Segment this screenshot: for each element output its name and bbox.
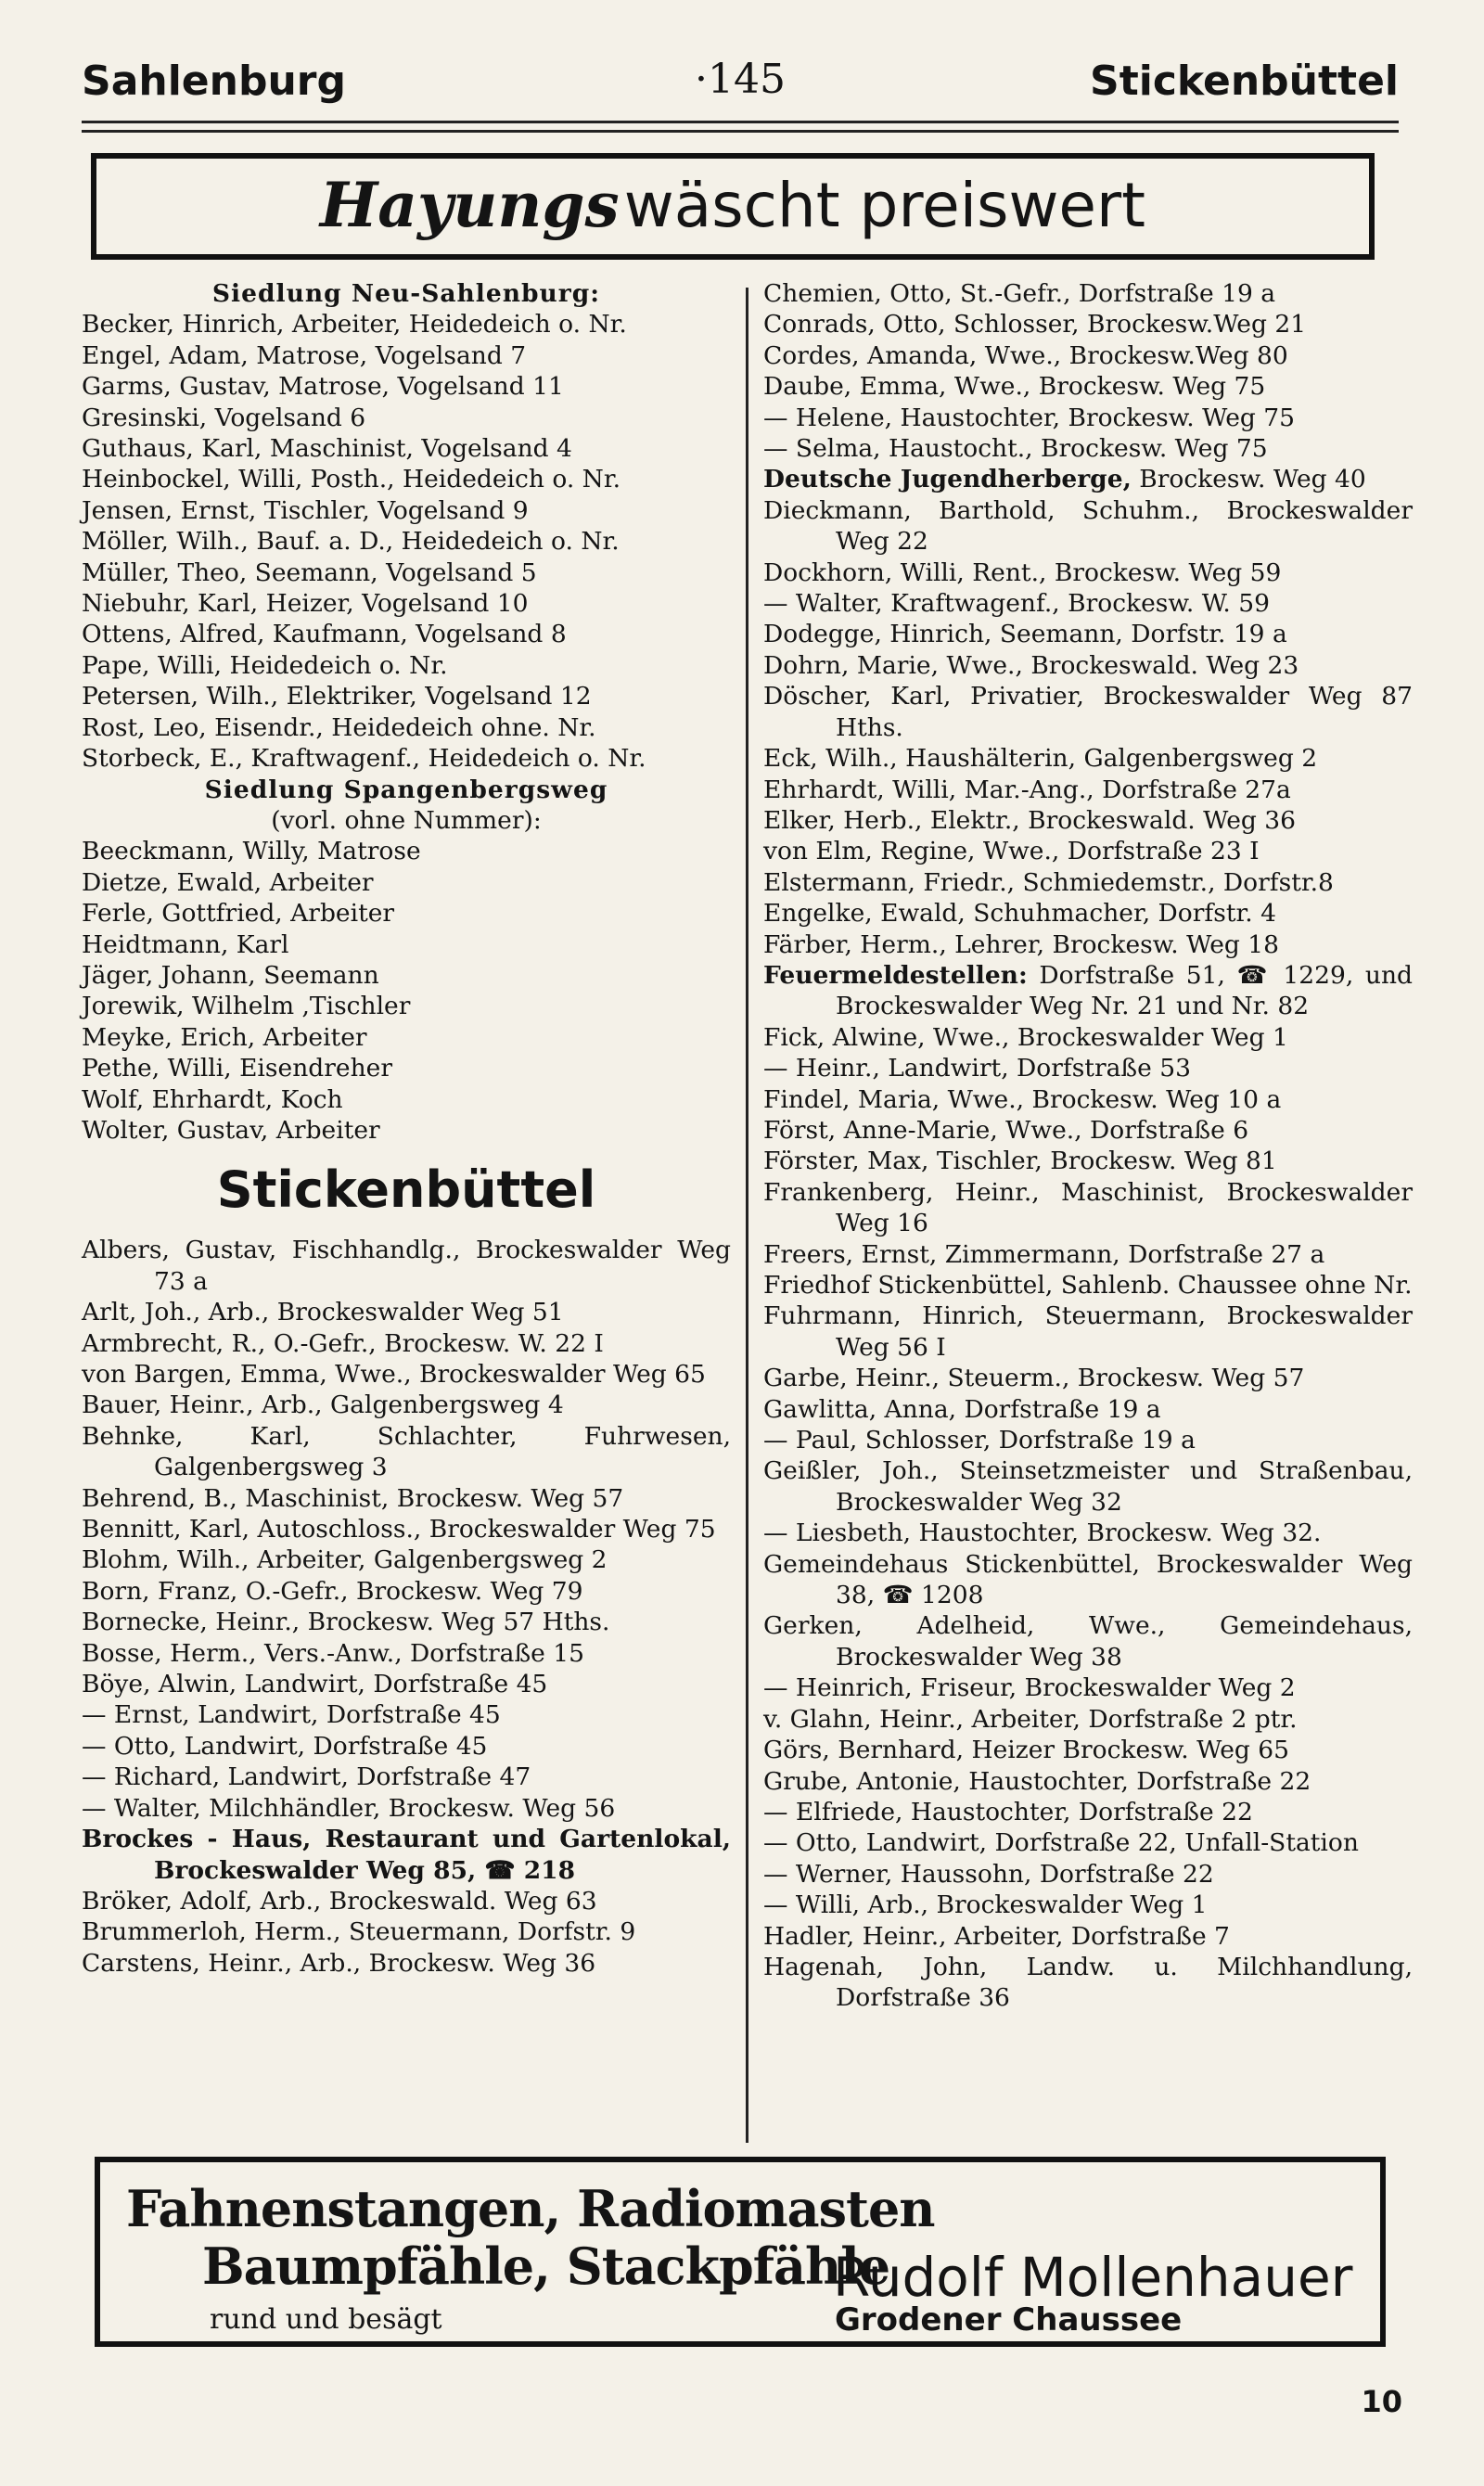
locality-heading: Stickenbüttel — [216, 1160, 596, 1220]
running-head-right: Stickenbüttel — [1090, 58, 1399, 105]
ad-brand: Hayungs — [319, 169, 620, 241]
directory-entry: Hagenah, John, Landw. u. Milchhandlung, Dorfstraße 36 — [763, 1952, 1413, 2013]
ad-company-address: Grodener Chaussee — [835, 2301, 1183, 2339]
bottom-advertisement — [95, 2157, 1386, 2347]
directory-entry: von Elm, Regine, Wwe., Dorfstraße 23 I — [763, 837, 1260, 866]
directory-entry: Heinbockel, Willi, Posth., Heidedeich o. Nr. — [82, 465, 621, 494]
directory-entry: Hadler, Heinr., Arbeiter, Dorfstraße 7 — [763, 1921, 1230, 1951]
directory-entry: Behnke, Karl, Schlachter, Fuhrwesen, Galgenbergsweg 3 — [82, 1421, 731, 1482]
directory-entry: Grube, Antonie, Haustochter, Dorfstraße 22 — [763, 1766, 1311, 1796]
directory-entry: Arlt, Joh., Arb., Brockeswalder Weg 51 — [82, 1298, 564, 1327]
directory-entry: Daube, Emma, Wwe., Brockesw. Weg 75 — [763, 372, 1266, 402]
entry-text: Dorfstraße 51, ☎ 1229, und Brockeswalder Weg Nr. 21 und Nr. 82 — [836, 960, 1413, 1021]
directory-entry: Elker, Herb., Elektr., Brockeswald. Weg 36 — [763, 805, 1297, 835]
page-number: ·145 — [695, 56, 786, 103]
directory-entry: — Helene, Haustochter, Brockesw. Weg 75 — [763, 403, 1296, 432]
directory-entry: Dietze, Ewald, Arbeiter — [82, 867, 374, 897]
directory-entry: Findel, Maria, Wwe., Brockesw. Weg 10 a — [763, 1084, 1282, 1114]
directory-entry: Dohrn, Marie, Wwe., Brockeswald. Weg 23 — [763, 650, 1299, 680]
directory-entry: — Walter, Kraftwagenf., Brockesw. W. 59 — [763, 589, 1270, 619]
signature-mark: 10 — [1361, 2384, 1402, 2419]
directory-entry: Becker, Hinrich, Arbeiter, Heidedeich o. Nr. — [82, 310, 627, 340]
directory-entry: — Walter, Milchhändler, Brockesw. Weg 56 — [82, 1793, 616, 1823]
directory-entry: Meyke, Erich, Arbeiter — [82, 1022, 367, 1052]
directory-entry: Müller, Theo, Seemann, Vogelsand 5 — [82, 557, 537, 587]
directory-entry: — Selma, Haustocht., Brockesw. Weg 75 — [763, 434, 1268, 464]
directory-entry: Fuhrmann, Hinrich, Steuermann, Brockeswalder Weg 56 I — [763, 1301, 1413, 1362]
directory-entry: Storbeck, E., Kraftwagenf., Heidedeich o. Nr. — [82, 744, 646, 774]
directory-entry: Geißler, Joh., Steinsetzmeister und Straßenbau, Brockeswalder Weg 32 — [763, 1456, 1413, 1517]
directory-entry: — Otto, Landwirt, Dorfstraße 45 — [82, 1731, 488, 1761]
directory-entry: Wolf, Ehrhardt, Koch — [82, 1084, 343, 1114]
directory-entry: — Otto, Landwirt, Dorfstraße 22, Unfall-Station — [763, 1828, 1359, 1858]
directory-entry: Gerken, Adelheid, Wwe., Gemeindehaus, Brockeswalder Weg 38 — [763, 1611, 1413, 1672]
directory-entry: Engel, Adam, Matrose, Vogelsand 7 — [82, 340, 527, 370]
directory-entry: — Elfriede, Haustochter, Dorfstraße 22 — [763, 1797, 1253, 1826]
directory-entry: Jensen, Ernst, Tischler, Vogelsand 9 — [82, 495, 529, 525]
directory-entry: Böye, Alwin, Landwirt, Dorfstraße 45 — [82, 1670, 548, 1699]
directory-entry: Beeckmann, Willy, Matrose — [82, 837, 421, 866]
directory-entry: Ferle, Gottfried, Arbeiter — [82, 899, 395, 929]
directory-entry: Armbrecht, R., O.-Gefr., Brockesw. W. 22 I — [82, 1328, 604, 1358]
section-note: (vorl. ohne Nummer): — [271, 805, 542, 835]
directory-entry: Förster, Max, Tischler, Brockesw. Weg 81 — [763, 1147, 1277, 1176]
running-head — [82, 48, 1399, 115]
directory-entry: Bröker, Adolf, Arb., Brockeswald. Weg 63 — [82, 1886, 597, 1916]
directory-entry: von Bargen, Emma, Wwe., Brockeswalder Weg 65 — [82, 1360, 706, 1389]
header-rule-1 — [82, 121, 1399, 123]
directory-entry: — Ernst, Landwirt, Dorfstraße 45 — [82, 1700, 501, 1730]
directory-entry: Dodegge, Hinrich, Seemann, Dorfstr. 19 a — [763, 620, 1287, 649]
directory-entry: Gawlitta, Anna, Dorfstraße 19 a — [763, 1394, 1161, 1424]
header-rule-2 — [82, 130, 1399, 133]
directory-entry: Brockes - Haus, Restaurant und Gartenlokal, Brockeswalder Weg 85, ☎ 218 — [82, 1825, 731, 1885]
directory-entry: Eck, Wilh., Haushälterin, Galgenbergsweg 2 — [763, 744, 1318, 774]
directory-entry: Bennitt, Karl, Autoschloss., Brockeswalder Weg 75 — [82, 1515, 716, 1544]
directory-entry: Bosse, Herm., Vers.-Anw., Dorfstraße 15 — [82, 1638, 584, 1668]
directory-entry: Friedhof Stickenbüttel, Sahlenb. Chaussee ohne Nr. — [763, 1271, 1413, 1300]
ad-product-note: rund und besägt — [210, 2303, 442, 2336]
ad-slogan: wäscht preiswert — [623, 170, 1146, 241]
directory-entry: — Heinr., Landwirt, Dorfstraße 53 — [763, 1054, 1191, 1083]
top-advertisement — [91, 153, 1375, 260]
directory-entry: Bornecke, Heinr., Brockesw. Weg 57 Hths. — [82, 1608, 610, 1637]
ad-company-name: Rudolf Mollenhauer — [833, 2246, 1353, 2309]
directory-entry: Niebuhr, Karl, Heizer, Vogelsand 10 — [82, 589, 529, 619]
directory-entry: Dockhorn, Willi, Rent., Brockesw. Weg 59 — [763, 557, 1282, 587]
directory-entry: — Liesbeth, Haustochter, Brockesw. Weg 32. — [763, 1519, 1322, 1548]
directory-entry: Ehrhardt, Willi, Mar.-Ang., Dorfstraße 27a — [763, 775, 1291, 804]
section-heading: Siedlung Spangenbergsweg — [204, 775, 608, 804]
directory-entry: Garms, Gustav, Matrose, Vogelsand 11 — [82, 372, 564, 402]
running-head-left: Sahlenburg — [82, 58, 346, 105]
directory-entry: — Heinrich, Friseur, Brockeswalder Weg 2 — [763, 1673, 1296, 1703]
directory-entry: Behrend, B., Maschinist, Brockesw. Weg 57 — [82, 1483, 624, 1513]
directory-entry: Fick, Alwine, Wwe., Brockeswalder Weg 1 — [763, 1022, 1288, 1052]
directory-entry: Dieckmann, Barthold, Schuhm., Brockeswalder Weg 22 — [763, 495, 1413, 557]
directory-entry: Heidtmann, Karl — [82, 929, 289, 959]
directory-entry: — Willi, Arb., Brockeswalder Weg 1 — [763, 1890, 1208, 1920]
directory-entry: Bauer, Heinr., Arb., Galgenbergsweg 4 — [82, 1390, 564, 1420]
directory-entry: Elstermann, Friedr., Schmiedemstr., Dorfstr.8 — [763, 867, 1334, 897]
directory-entry: Born, Franz, O.-Gefr., Brockesw. Weg 79 — [82, 1576, 583, 1606]
directory-entry — [763, 464, 1413, 494]
directory-entry: Blohm, Wilh., Arbeiter, Galgenbergsweg 2 — [82, 1545, 608, 1575]
entry-text: Brockesw. Weg 40 — [1131, 465, 1366, 494]
column-divider — [746, 288, 748, 2143]
directory-entry: Gemeindehaus Stickenbüttel, Brockeswalder Weg 38, ☎ 1208 — [763, 1549, 1413, 1610]
directory-entry: Frankenberg, Heinr., Maschinist, Brockeswalder Weg 16 — [763, 1177, 1413, 1238]
entry-lead: Feuermeldestellen: — [763, 960, 1028, 990]
directory-entry: — Werner, Haussohn, Dorfstraße 22 — [763, 1859, 1214, 1889]
left-column — [82, 278, 731, 1979]
right-column — [763, 278, 1413, 2014]
directory-entry — [763, 960, 1413, 1022]
directory-entry: Garbe, Heinr., Steuerm., Brockesw. Weg 57 — [763, 1364, 1305, 1393]
directory-entry: Engelke, Ewald, Schuhmacher, Dorfstr. 4 — [763, 899, 1276, 929]
directory-entry: Döscher, Karl, Privatier, Brockeswalder Weg 87 Hths. — [763, 682, 1413, 742]
directory-entry: Först, Anne-Marie, Wwe., Dorfstraße 6 — [763, 1115, 1249, 1145]
directory-entry: Ottens, Alfred, Kaufmann, Vogelsand 8 — [82, 620, 567, 649]
directory-entry: Wolter, Gustav, Arbeiter — [82, 1115, 380, 1145]
directory-entry: — Richard, Landwirt, Dorfstraße 47 — [82, 1762, 531, 1792]
directory-entry: Albers, Gustav, Fischhandlg., Brockeswalder Weg 73 a — [82, 1236, 731, 1296]
directory-entry: Cordes, Amanda, Wwe., Brockesw.Weg 80 — [763, 340, 1288, 370]
directory-entry: Pethe, Willi, Eisendreher — [82, 1054, 392, 1083]
directory-entry: Gresinski, Vogelsand 6 — [82, 403, 366, 432]
directory-entry: Conrads, Otto, Schlosser, Brockesw.Weg 21 — [763, 310, 1307, 340]
directory-entry: Jäger, Johann, Seemann — [82, 960, 379, 990]
directory-entry: Carstens, Heinr., Arb., Brockesw. Weg 36 — [82, 1948, 596, 1978]
ad-product-line-1: Fahnenstangen, Radiomasten — [126, 2179, 935, 2238]
directory-entry: v. Glahn, Heinr., Arbeiter, Dorfstraße 2 ptr. — [763, 1704, 1298, 1734]
directory-entry: Brummerloh, Herm., Steuermann, Dorfstr. 9 — [82, 1917, 636, 1947]
entry-lead: Deutsche Jugendherberge, — [763, 465, 1132, 494]
directory-entry: Jorewik, Wilhelm ,Tischler — [82, 992, 411, 1021]
directory-entry: — Paul, Schlosser, Dorfstraße 19 a — [763, 1426, 1196, 1455]
directory-entry: Chemien, Otto, St.-Gefr., Dorfstraße 19 a — [763, 279, 1276, 308]
directory-entry: Guthaus, Karl, Maschinist, Vogelsand 4 — [82, 434, 572, 464]
directory-entry: Pape, Willi, Heidedeich o. Nr. — [82, 650, 448, 680]
ad-product-line-2: Baumpfähle, Stackpfähle — [202, 2236, 890, 2296]
directory-entry: Görs, Bernhard, Heizer Brockesw. Weg 65 — [763, 1736, 1290, 1765]
directory-entry: Möller, Wilh., Bauf. a. D., Heidedeich o. Nr. — [82, 527, 620, 557]
directory-entry: Rost, Leo, Eisendr., Heidedeich ohne. Nr. — [82, 712, 596, 742]
directory-entry: Freers, Ernst, Zimmermann, Dorfstraße 27 a — [763, 1239, 1325, 1269]
directory-entry: Färber, Herm., Lehrer, Brockesw. Weg 18 — [763, 929, 1279, 959]
section-heading: Siedlung Neu-Sahlenburg: — [211, 279, 601, 308]
directory-entry: Petersen, Wilh., Elektriker, Vogelsand 12 — [82, 682, 592, 711]
